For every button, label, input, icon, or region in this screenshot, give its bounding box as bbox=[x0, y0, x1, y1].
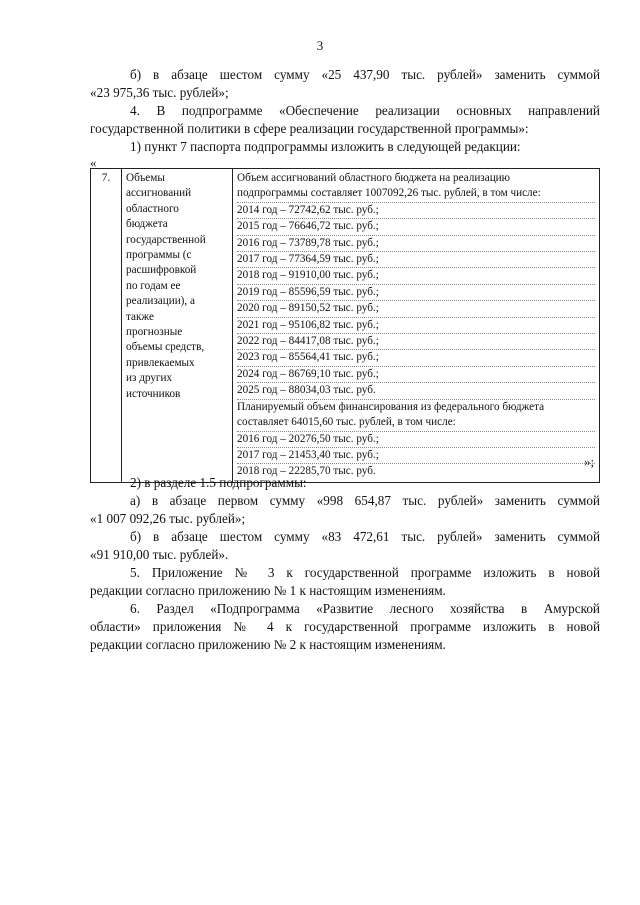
label-line: программы (с bbox=[126, 249, 192, 262]
regional-year-row: 2021 год – 95106,82 тыс. руб.; bbox=[237, 318, 595, 334]
label-line: ассигнований bbox=[126, 187, 192, 200]
label-line: реализации), а bbox=[126, 295, 195, 308]
value-cell bbox=[233, 169, 600, 483]
paragraph-line: б) в абзаце шестом сумму «83 472,61 тыс. рублей» заменить суммой bbox=[130, 529, 600, 544]
label-line: государственной bbox=[126, 233, 206, 246]
label-line: по годам ее bbox=[126, 279, 181, 292]
paragraph-line: редакции согласно приложению № 1 к настоящим изменениям. bbox=[90, 583, 446, 598]
label-line: также bbox=[126, 310, 154, 323]
label-line: привлекаемых bbox=[126, 356, 195, 369]
federal-year-row: 2018 год – 22285,70 тыс. руб. bbox=[237, 465, 376, 478]
paragraph-line: редакции согласно приложению № 2 к настоящим изменениям. bbox=[90, 637, 446, 652]
regional-year-row: 2015 год – 76646,72 тыс. руб.; bbox=[237, 219, 595, 235]
table-row bbox=[91, 169, 600, 483]
passport-table bbox=[90, 168, 600, 483]
paragraph-line: государственной политики в сфере реализации государственной программы»: bbox=[90, 121, 529, 136]
regional-year-row: 2020 год – 89150,52 тыс. руб.; bbox=[237, 301, 595, 317]
label-line: областного bbox=[126, 202, 179, 215]
paragraph-line: а) в абзаце первом сумму «998 654,87 тыс. рублей» заменить суммой bbox=[130, 493, 600, 508]
paragraph-line: 5. Приложение № 3 к государственной программе изложить в новой bbox=[130, 565, 600, 580]
paragraph-point-7 bbox=[90, 138, 600, 156]
regional-year-row: 2023 год – 85564,41 тыс. руб.; bbox=[237, 350, 595, 366]
regional-year-row: 2025 год – 88034,03 тыс. руб. bbox=[237, 383, 595, 399]
federal-intro-line: составляет 64015,60 тыс. рублей, в том числе: bbox=[237, 415, 595, 431]
paragraph-line: 6. Раздел «Подпрограмма «Развитие лесного хозяйства в Амурской bbox=[130, 601, 600, 616]
regional-year-row: 2016 год – 73789,78 тыс. руб.; bbox=[237, 236, 595, 252]
paragraph-item-5 bbox=[90, 564, 600, 600]
paragraph-line: «1 007 092,26 тыс. рублей»; bbox=[90, 511, 246, 526]
label-line: расшифровкой bbox=[126, 264, 197, 277]
federal-year-row: 2017 год – 21453,40 тыс. руб.; bbox=[237, 448, 595, 464]
label-line: прогнозные bbox=[126, 326, 183, 339]
paragraph-line: 2) в разделе 1.5 подпрограммы: bbox=[130, 475, 307, 490]
paragraph-item-6 bbox=[90, 600, 600, 654]
label-line: бюджета bbox=[126, 218, 168, 231]
paragraph-line: области» приложения № 4 к государственной программе изложить в новой bbox=[90, 619, 600, 634]
paragraph-section-1-5 bbox=[90, 474, 600, 492]
quote-open: « bbox=[90, 155, 97, 170]
regional-year-row: 2022 год – 84417,08 тыс. руб.; bbox=[237, 334, 595, 350]
federal-intro-line: Планируемый объем финансирования из федерального бюджета bbox=[237, 400, 545, 413]
item-number: 7. bbox=[101, 172, 111, 184]
paragraph-b-sixth bbox=[90, 66, 600, 102]
label-line: объемы средств, bbox=[126, 341, 205, 354]
paragraph-item-4 bbox=[90, 102, 600, 138]
item-number-cell bbox=[91, 169, 122, 483]
regional-year-row: 2018 год – 91910,00 тыс. руб.; bbox=[237, 268, 595, 284]
federal-year-row: 2016 год – 20276,50 тыс. руб.; bbox=[237, 432, 595, 448]
label-line: источников bbox=[126, 387, 181, 400]
label-line: Объемы bbox=[126, 172, 165, 184]
regional-year-row: 2014 год – 72742,62 тыс. руб.; bbox=[237, 203, 595, 219]
paragraph-line: 4. В подпрограмме «Обеспечение реализации основных направлений bbox=[130, 103, 600, 118]
paragraph-line: б) в абзаце шестом сумму «25 437,90 тыс. рублей» заменить суммой bbox=[130, 67, 600, 82]
paragraph-line: «91 910,00 тыс. рублей». bbox=[90, 547, 229, 562]
regional-year-row: 2024 год – 86769,10 тыс. руб.; bbox=[237, 367, 595, 383]
regional-year-row: 2019 год – 85596,59 тыс. руб.; bbox=[237, 285, 595, 301]
paragraph-b-sixth-2 bbox=[90, 528, 600, 564]
paragraph-line: 1) пункт 7 паспорта подпрограммы изложить в следующей редакции: bbox=[130, 139, 521, 154]
regional-intro-line: подпрограммы составляет 1007092,26 тыс. рублей, в том числе: bbox=[237, 186, 595, 202]
label-cell bbox=[122, 169, 233, 483]
regional-intro-line: Объем ассигнований областного бюджета на реализацию bbox=[237, 172, 511, 184]
regional-year-row: 2017 год – 77364,59 тыс. руб.; bbox=[237, 252, 595, 268]
label-line: из других bbox=[126, 372, 173, 385]
paragraph-a-first bbox=[90, 492, 600, 528]
page-number: 3 bbox=[316, 38, 324, 53]
paragraph-line: «23 975,36 тыс. рублей»; bbox=[90, 85, 229, 100]
quote-close: »; bbox=[584, 454, 595, 469]
